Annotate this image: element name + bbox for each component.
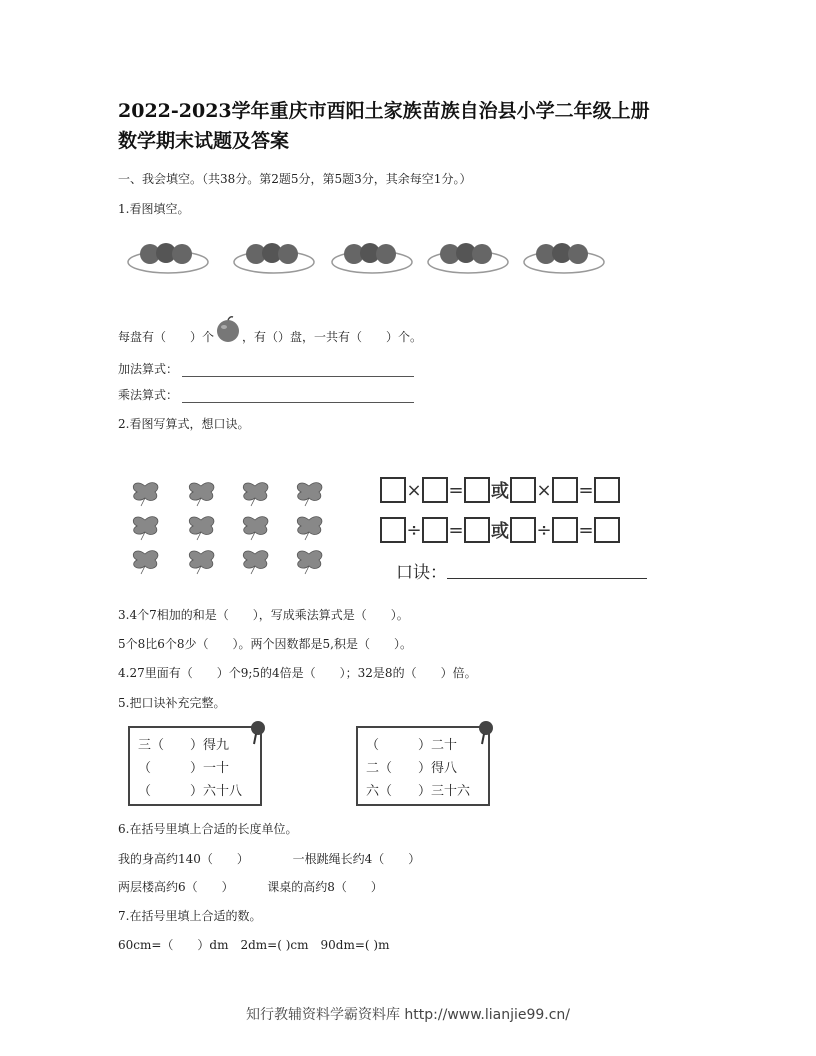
divide-sign: ÷ <box>406 519 422 541</box>
fruit-plate-image <box>232 236 316 276</box>
formula-area <box>380 470 700 590</box>
answer-box[interactable] <box>422 477 448 503</box>
q1-add-line <box>118 360 414 377</box>
q1-fill-part1: 每盘有（ ）个 <box>118 330 215 344</box>
fruit-plate-image <box>522 236 606 276</box>
answer-box[interactable] <box>510 477 536 503</box>
answer-box[interactable] <box>380 517 406 543</box>
q1-fill-part2: ，有（）盘，一共有（ ）个。 <box>242 330 423 344</box>
q3-line-1: 3.4个7相加的和是（ ），写成乘法算式是（ ）。 <box>118 608 409 622</box>
q6-heading: 6.在括号里填上合适的长度单位。 <box>118 822 298 836</box>
q3-line-2: 5个8比6个8少（ ）。两个因数都是5,积是（ ）。 <box>118 637 412 651</box>
equals-sign: = <box>448 519 464 541</box>
add-label: 加法算式： <box>118 362 179 376</box>
card-row: 六（ ）三十六 <box>366 784 471 799</box>
or-label: 或 <box>491 521 509 542</box>
q1-mul-line <box>118 386 414 403</box>
section-heading: 一、我会填空。（共38分。第2题5分，第5题3分，其余每空1分。） <box>118 172 472 186</box>
answer-box[interactable] <box>510 517 536 543</box>
equals-sign: = <box>578 479 594 501</box>
times-sign: × <box>406 479 422 501</box>
answer-box[interactable] <box>380 477 406 503</box>
q1-heading: 1.看图填空。 <box>118 202 190 216</box>
koujue-row <box>380 550 700 590</box>
q1-fill-line <box>118 328 422 345</box>
koujue-card-2 <box>356 726 490 806</box>
div-formula-row <box>380 510 700 550</box>
card-row: （ ）一十 <box>138 761 230 776</box>
answer-box[interactable] <box>552 477 578 503</box>
mul-answer-blank[interactable] <box>182 391 414 403</box>
apple-icon <box>214 315 242 343</box>
add-answer-blank[interactable] <box>182 365 414 377</box>
pushpin-icon <box>248 720 268 750</box>
answer-box[interactable] <box>464 477 490 503</box>
q6-row-1 <box>118 850 420 867</box>
answer-box[interactable] <box>594 517 620 543</box>
q4-line: 4.27里面有（ ）个9;5的4倍是（ ）；32是8的（ ）倍。 <box>118 666 477 680</box>
q6-item-a: 我的身高约140（ ） <box>118 852 249 866</box>
title-line-1: 2022-2023学年重庆市酉阳土家族苗族自治县小学二年级上册 <box>118 100 650 122</box>
answer-box[interactable] <box>464 517 490 543</box>
card-row: （ ）六十八 <box>138 784 243 799</box>
q2-heading: 2.看图写算式，想口诀。 <box>118 417 250 431</box>
answer-box[interactable] <box>594 477 620 503</box>
equals-sign: = <box>448 479 464 501</box>
card-row: 二（ ）得八 <box>366 761 458 776</box>
koujue-card-1 <box>128 726 262 806</box>
divide-sign: ÷ <box>536 519 552 541</box>
times-sign: × <box>536 479 552 501</box>
rose-grid-image <box>123 470 335 580</box>
card-row: （ ）二十 <box>366 738 458 753</box>
koujue-label: 口诀： <box>396 562 447 583</box>
answer-box[interactable] <box>552 517 578 543</box>
q7-line: 60cm=（ ）dm 2dm=( )cm 90dm=( )m <box>118 938 390 952</box>
q7-heading: 7.在括号里填上合适的数。 <box>118 909 262 923</box>
mul-label: 乘法算式： <box>118 388 179 402</box>
fruit-plate-image <box>330 236 414 276</box>
fruit-plate-image <box>126 236 210 276</box>
answer-box[interactable] <box>422 517 448 543</box>
q6-row-2 <box>118 878 383 895</box>
card-row: 三（ ）得九 <box>138 738 230 753</box>
mul-formula-row <box>380 470 700 510</box>
pushpin-icon <box>476 720 496 750</box>
footer-link[interactable]: 知行教辅资料学霸资料库 http://www.lianjie99.cn/ <box>245 1007 571 1023</box>
fruit-plate-image <box>426 236 510 276</box>
koujue-blank[interactable] <box>447 561 647 579</box>
document-title <box>118 96 718 156</box>
equals-sign: = <box>578 519 594 541</box>
or-label: 或 <box>491 481 509 502</box>
q6-item-c: 两层楼高约6（ ） <box>118 880 234 894</box>
title-line-2: 数学期末试题及答案 <box>118 130 290 152</box>
q6-item-d: 课桌的高约8（ ） <box>267 880 383 894</box>
q5-heading: 5.把口诀补充完整。 <box>118 696 226 710</box>
q6-item-b: 一根跳绳长约4（ ） <box>292 852 421 866</box>
